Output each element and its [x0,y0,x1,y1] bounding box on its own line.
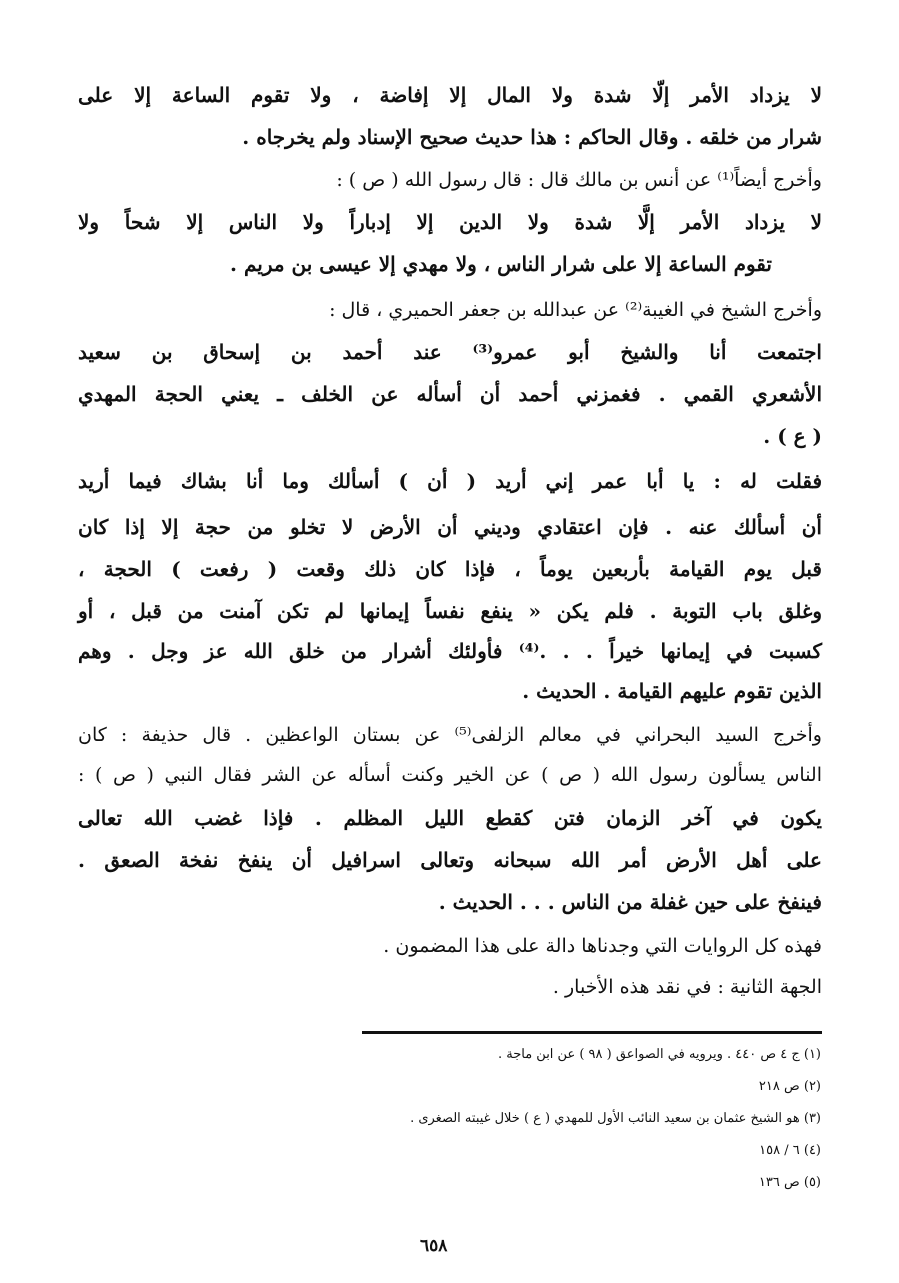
text-line: وأخرج أيضاً⁽¹⁾ عن أنس بن مالك قال : قال رسول الله ( ص ) : [336,169,822,191]
quote-line: اجتمعت أنا والشيخ أبو عمرو⁽³⁾ عند أحمد بن إسحاق بن سعيد [78,340,822,364]
quote-line: ( ع ) . [763,424,822,448]
quote-line: لا يزداد الأمر إلّا شدة ولا المال إلا إفاضة ، ولا تقوم الساعة إلا على [78,83,822,107]
section-heading: الجهة الثانية : في نقد هذه الأخبار . [552,976,822,998]
footnote: (٥) ص ١٣٦ [758,1175,821,1190]
quote-line: أن أسألك عنه . فإن اعتقادي وديني أن الأرض لا تخلو من حجة إلا إذا كان [78,515,822,539]
footnote: (١) ج ٤ ص ٤٤٠ . ويرويه في الصواعق ( ٩٨ ) عن ابن ماجة . [497,1047,821,1062]
footnote: (٣) هو الشيخ عثمان بن سعيد النائب الأول للمهدي ( ع ) خلال غيبته الصغرى . [410,1111,821,1126]
quote-line: شرار من خلقه . وقال الحاكم : هذا حديث صحيح الإسناد ولم يخرجاه . [242,125,822,149]
text-line: الناس يسألون رسول الله ( ص ) عن الخير وكنت أسأله عن الشر فقال النبي ( ص ) : [78,764,822,786]
quote-line: تقوم الساعة إلا على شرار الناس ، ولا مهدي إلا عيسى بن مريم . [230,252,772,276]
text-line: فهذه كل الروايات التي وجدناها دالة على هذا المضمون . [383,935,822,957]
text-line: وأخرج السيد البحراني في معالم الزلفى⁽⁵⁾ عن بستان الواعظين . قال حذيفة : كان [78,724,822,746]
quote-line: وغلق باب التوبة . فلم يكن « ينفع نفساً إيمانها لم تكن آمنت من قبل ، أو [78,599,822,623]
footnote: (٢) ص ٢١٨ [758,1079,821,1094]
footnote: (٤) ٦ / ١٥٨ [759,1143,821,1158]
quote-line: فينفخ على حين غفلة من الناس . . . الحديث . [438,890,822,914]
quote-line: قبل يوم القيامة بأربعين يوماً ، فإذا كان ذلك وقعت ( رفعت ) الحجة ، [78,557,822,581]
quote-line: الذين تقوم عليهم القيامة . الحديث . [522,679,822,703]
quote-line: على أهل الأرض أمر الله سبحانه وتعالى اسرافيل أن ينفخ نفخة الصعق . [78,848,822,872]
quote-line: الأشعري القمي . فغمزني أحمد أن أسأله عن الخلف ـ يعني الحجة المهدي [78,382,822,406]
quote-line: فقلت له : يا أبا عمر إني أريد ( أن ) أسألك وما أنا بشاك فيما أريد [78,469,822,493]
text-line: وأخرج الشيخ في الغيبة⁽²⁾ عن عبدالله بن جعفر الحميري ، قال : [329,299,822,321]
quote-line: لا يزداد الأمر إلَّا شدة ولا الدين إلا إدباراً ولا الناس إلا شحاً ولا [78,210,822,234]
page-number: ٦٥٨ [420,1236,448,1256]
quote-line: كسبت في إيمانها خيراً . . .⁽⁴⁾ فأولئك أشرار من خلق الله عز وجل . وهم [78,639,822,663]
quote-line: يكون في آخر الزمان فتن كقطع الليل المظلم . فإذا غضب الله تعالى [78,806,822,830]
footnote-divider [362,1031,822,1034]
